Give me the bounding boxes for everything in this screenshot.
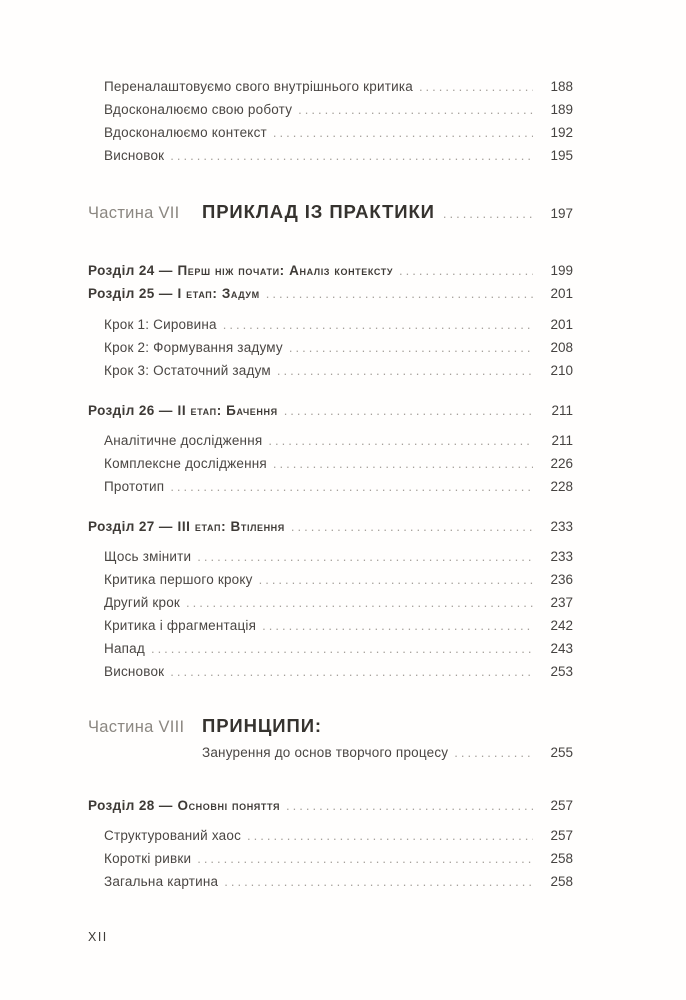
toc-group-chapter-26-subs (88, 429, 573, 498)
dot-leader (197, 850, 533, 868)
dot-leader (454, 744, 533, 762)
toc-page-number: 195 (550, 148, 573, 163)
dot-leader (247, 827, 533, 845)
dot-leader (170, 478, 533, 496)
dot-leader (273, 455, 533, 473)
toc-page-number: 201 (550, 286, 573, 301)
chapter-number: Розділ 25 — (88, 286, 173, 301)
dot-leader (262, 617, 533, 635)
chapter-title: I етап: Задум (177, 286, 260, 301)
chapter-title: II етап: Бачення (177, 403, 278, 418)
toc-row-chapter (88, 515, 573, 538)
toc-row (88, 614, 573, 637)
toc-page-number: 258 (550, 851, 573, 866)
toc-row (88, 336, 573, 359)
part-label: Частина VIII (88, 718, 185, 736)
toc-page-number: 253 (550, 664, 573, 679)
toc-row-chapter (88, 399, 573, 422)
toc-row (88, 637, 573, 660)
dot-leader (197, 548, 533, 566)
toc-entry-label: Вдосконалюємо контекст (104, 125, 267, 140)
toc-row (88, 660, 573, 683)
toc-entry-label (88, 259, 393, 282)
toc-page-number: 188 (550, 79, 573, 94)
toc-row-chapter (88, 259, 573, 282)
dot-leader (277, 362, 533, 380)
part-heading-vii (88, 201, 573, 227)
chapter-number: Розділ 28 — (88, 798, 173, 813)
toc-row (88, 75, 573, 98)
page-footer (88, 928, 573, 946)
chapter-number: Розділ 27 — (88, 519, 173, 534)
toc-entry-label: Переналаштовуємо свого внутрішнього критика (104, 79, 413, 94)
toc-row (88, 568, 573, 591)
dot-leader (289, 339, 533, 357)
toc-page-number: 208 (550, 340, 573, 355)
toc-row (88, 591, 573, 614)
toc-row (88, 98, 573, 121)
toc-row-chapter (88, 794, 573, 817)
folio-page-number: XII (88, 930, 108, 944)
part-heading-viii-line2 (202, 741, 573, 764)
toc-group-chapter-28 (88, 794, 573, 817)
part-title: ПРИКЛАД ІЗ ПРАКТИКИ (202, 201, 435, 222)
toc-entry-label (88, 282, 260, 305)
toc-page-number: 242 (550, 618, 573, 633)
part-title: ПРИНЦИПИ: (202, 715, 322, 736)
toc-row (88, 824, 573, 847)
toc-entry-label (88, 515, 285, 538)
toc-group-chapter-26 (88, 399, 573, 422)
toc-page-number: 192 (550, 125, 573, 140)
dot-leader (284, 402, 533, 420)
toc-entry-label: Критика першого кроку (104, 572, 253, 587)
toc-entry-label: Крок 3: Остаточний задум (104, 363, 271, 378)
chapter-title: Основні поняття (177, 798, 281, 813)
toc-entry-label: Напад (104, 641, 145, 656)
chapter-title: III етап: Втілення (177, 519, 285, 534)
part-heading-viii-line1 (88, 715, 573, 741)
toc-page-number: 257 (550, 828, 573, 843)
dot-leader (151, 640, 533, 658)
toc-page-number: 201 (550, 317, 573, 332)
toc-entry-label: Висновок (104, 148, 165, 163)
toc-row (88, 144, 573, 167)
toc-entry-label: Загальна картина (104, 874, 219, 889)
dot-leader (443, 205, 533, 223)
toc-page-number: 233 (550, 519, 573, 534)
part-label: Частина VII (88, 204, 180, 222)
toc-page-number: 199 (550, 263, 573, 278)
chapter-title: Перш ніж почати: Аналіз контексту (177, 263, 394, 278)
dot-leader (170, 147, 533, 165)
toc-row (88, 121, 573, 144)
chapter-number: Розділ 26 — (88, 403, 173, 418)
toc-page-number: 233 (550, 549, 573, 564)
toc-entry-label: Крок 1: Сировина (104, 317, 217, 332)
part-heading-viii (88, 715, 573, 764)
dot-leader (266, 285, 533, 303)
toc-row (88, 313, 573, 336)
toc-page-number: 211 (551, 403, 573, 418)
part-subtitle: Занурення до основ творчого процесу (202, 745, 449, 760)
toc-entry-label: Прототип (104, 479, 165, 494)
toc-entry-label: Крок 2: Формування задуму (104, 340, 283, 355)
dot-leader (170, 663, 533, 681)
toc-entry-label: Аналітичне дослідження (104, 433, 263, 448)
toc-page-number: 211 (551, 433, 573, 448)
dot-leader (224, 873, 533, 891)
toc-row (88, 475, 573, 498)
toc-entry-label (88, 794, 280, 817)
toc-row (88, 847, 573, 870)
dot-leader (399, 262, 533, 280)
toc-entry-label (88, 399, 278, 422)
dot-leader (298, 101, 533, 119)
toc-group-chapter-27-subs (88, 545, 573, 683)
toc-page-number: 237 (550, 595, 573, 610)
toc-entry-label: Комплексне дослідження (104, 456, 267, 471)
dot-leader (186, 594, 533, 612)
toc-entry-label: Вдосконалюємо свою роботу (104, 102, 293, 117)
toc-page-number: 197 (550, 206, 573, 221)
dot-leader (223, 316, 533, 334)
dot-leader (291, 518, 533, 536)
toc-row (88, 870, 573, 893)
toc-row (88, 545, 573, 568)
toc-page-number: 243 (550, 641, 573, 656)
toc-group-intro (88, 75, 573, 167)
toc-row (88, 429, 573, 452)
chapter-number: Розділ 24 — (88, 263, 173, 278)
toc-page-number: 236 (550, 572, 573, 587)
toc-group-chapters-24-25 (88, 259, 573, 305)
dot-leader (259, 571, 533, 589)
toc-entry-label: Щось змінити (104, 549, 192, 564)
dot-leader (273, 124, 533, 142)
toc-entry-label: Другий крок (104, 595, 181, 610)
toc-group-chapter-27 (88, 515, 573, 538)
toc-page-number: 189 (550, 102, 573, 117)
toc-entry-label: Короткі ривки (104, 851, 192, 866)
toc-page-number: 228 (550, 479, 573, 494)
toc-row-chapter (88, 282, 573, 305)
toc-entry-label: Висновок (104, 664, 165, 679)
toc-page-number: 255 (550, 745, 573, 760)
toc-group-steps (88, 313, 573, 382)
toc-entry-label: Структурований хаос (104, 828, 242, 843)
toc-row (88, 359, 573, 382)
toc-group-chapter-28-subs (88, 824, 573, 893)
toc-entry-label: Критика і фрагментація (104, 618, 257, 633)
toc-page-number: 226 (550, 456, 573, 471)
toc-page-number: 210 (550, 363, 573, 378)
toc-page-number: 257 (550, 798, 573, 813)
toc-page-number: 258 (550, 874, 573, 889)
dot-leader (268, 432, 533, 450)
toc-row (88, 452, 573, 475)
dot-leader (286, 797, 533, 815)
dot-leader (419, 78, 533, 96)
